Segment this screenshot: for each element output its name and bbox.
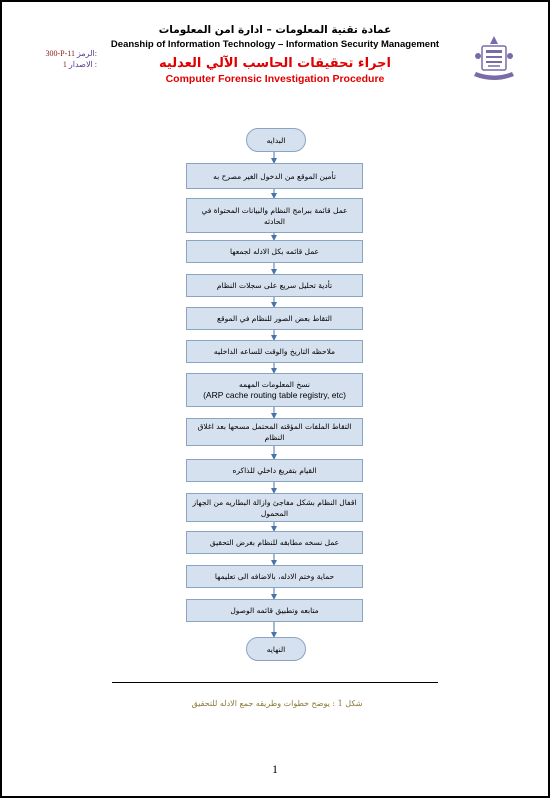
flow-step-6: ملاحظه التاريخ والوقت للساعه الداخليه xyxy=(186,340,363,363)
flow-step-1: تأمين الموقع من الدخول الغير مصرح به xyxy=(186,163,363,189)
flow-step-3: عمل قائمه بكل الادله لجمعها xyxy=(186,240,363,263)
flow-step-13: متابعه وتطبيق قائمه الوصول xyxy=(186,599,363,622)
flow-step-7-label: نسخ المعلومات المهمه xyxy=(239,380,310,389)
title-arabic: اجراء تحقيقات الحاسب الآلي العدليه xyxy=(159,56,391,71)
flow-step-8: التقاط الملفات المؤقته المحتمل مسحها بعد اغلاق النظام xyxy=(186,418,363,446)
code-label: الرمز: xyxy=(76,49,97,58)
flow-step-2: عمل قائمة ببرامج النظام والبيانات المحتواة في الحادثه xyxy=(186,198,363,233)
code-value: 300-P-11 xyxy=(45,49,75,58)
version-value: 1 xyxy=(62,60,67,69)
department-arabic: عمادة تقنية المعلومات – ادارة امن المعلومات xyxy=(158,24,392,36)
flow-step-9: القيام بتفريغ داخلي للذاكره xyxy=(186,459,363,482)
flow-end: النهايه xyxy=(246,637,306,661)
version-label: الاصدار : xyxy=(68,60,97,69)
caption-divider xyxy=(112,682,438,683)
page-number: 1 xyxy=(272,762,278,776)
figure-caption: شكل 1 : يوضح خطوات وطريقه جمع الادله للتحقيق xyxy=(191,699,363,708)
title-english: Computer Forensic Investigation Procedure xyxy=(165,73,385,85)
flow-step-5: التقاط بعض الصور للنظام في الموقع xyxy=(186,307,363,330)
flow-step-10: اقفال النظام بشكل مفاجئ وازالة البطاريه من الجهاز المحمول xyxy=(186,493,363,522)
flow-start: البدايه xyxy=(246,128,306,152)
flow-step-4: تأدية تحليل سريع على سجلات النظام xyxy=(186,274,363,297)
flow-step-12: حماية وختم الادله، بالاضافه الى تعليمها xyxy=(186,565,363,588)
department-english: Deanship of Information Technology – Information Security Management xyxy=(110,39,440,50)
flow-step-7 xyxy=(186,373,363,407)
flow-step-11: عمل نسخه مطابقه للنظام بغرض التحقيق xyxy=(186,531,363,554)
flow-step-7-sub: (ARP cache routing table registry, etc) xyxy=(203,390,346,400)
